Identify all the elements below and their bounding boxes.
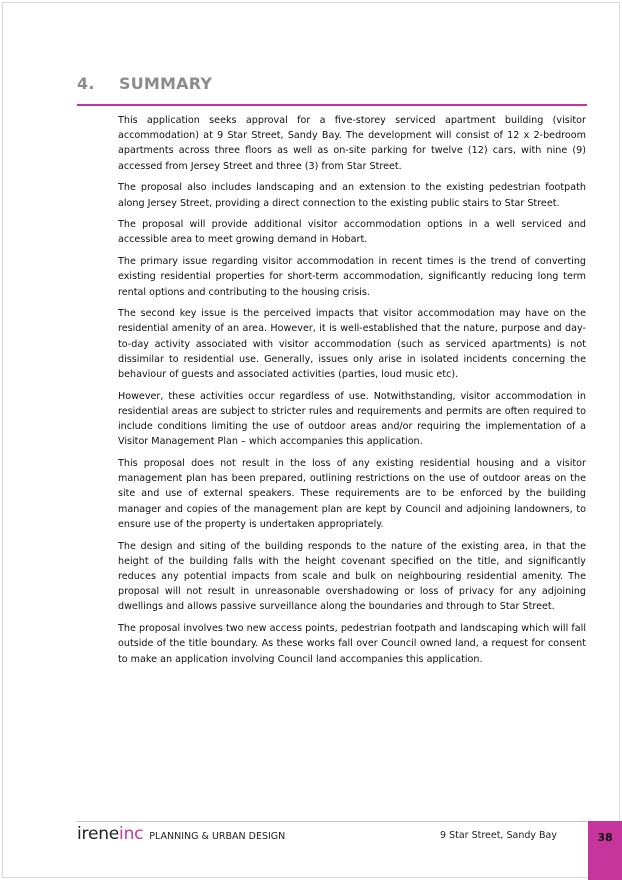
paragraph: The proposal also includes landscaping and an extension to the existing pedestrian footpath along Jersey Street, providing a direct connection to the existing public stairs to Star Street. [118, 182, 586, 209]
paragraph: The proposal will provide additional visitor accommodation options in a well serviced and accessible area to meet growing demand in Hobart. [118, 219, 586, 246]
page-number: 38 [597, 831, 613, 844]
footer-logo [77, 824, 285, 846]
footer-tagline: PLANNING & URBAN DESIGN [149, 831, 286, 842]
section-heading [77, 74, 587, 93]
logo-inc: inc [119, 824, 144, 844]
paragraph: However, these activities occur regardless of use. Notwithstanding, visitor accommodation in residential areas are subject to stricter rules and requirements and permits are often required to include conditions limiting the use of outdoor areas and/or requiring the implementation of a Visitor Management Plan – which accompanies this application. [118, 390, 586, 448]
footer-divider [77, 821, 587, 822]
paragraph: The second key issue is the perceived impacts that visitor accommodation may have on the residential amenity of an area. However, it is well-established that the nature, purpose and day-to-day activity associated with visitor accommodation (such as serviced apartments) is not dissimilar to residential use. Generally, issues only arise in isolated incidents concerning the behaviour of guests and associated activities (parties, loud music etc). [118, 308, 586, 381]
summary-body [118, 113, 586, 673]
footer-address: 9 Star Street, Sandy Bay [440, 830, 557, 841]
company-logo [77, 824, 143, 844]
paragraph: This proposal does not result in the loss of any existing residential housing and a visitor management plan has been prepared, outlining restrictions on the use of outdoor areas on the site and use of external speakers. These requirements are to be enforced by the building manager and copies of the management plan are kept by Council and adjoining landowners, to ensure use of the property is undertaken appropriately. [118, 458, 586, 530]
section-number: 4. [77, 74, 95, 93]
heading-divider [77, 104, 587, 106]
paragraph: The primary issue regarding visitor accommodation in recent times is the trend of converting existing residential properties for short-term accommodation, significantly reducing long term rental options and contributing to the housing crisis. [118, 256, 586, 298]
page-number-badge [588, 821, 622, 880]
logo-irene: irene [77, 824, 120, 844]
paragraph: The design and siting of the building responds to the nature of the existing area, in that the height of the building falls with the height covenant specified on the title, and significantly reduces any potential impacts from scale and bulk on neighbouring residential amenity. The proposal will not result in unreasonable overshadowing or loss of privacy for any adjoining dwellings and allows passive surveillance along the boundaries and through to Star Street. [118, 540, 586, 613]
section-title: SUMMARY [119, 74, 213, 93]
paragraph: The proposal involves two new access points, pedestrian footpath and landscaping which will fall outside of the title boundary. As these works fall over Council owned land, a request for consent to make an application involving Council land accompanies this application. [118, 623, 586, 665]
paragraph: This application seeks approval for a five-storey serviced apartment building (visitor accommodation) at 9 Star Street, Sandy Bay. The development will consist of 12 x 2-bedroom apartments across three floors as well as on-site parking for twelve (12) cars, with nine (9) accessed from Jersey Street and three (3) from Star Street. [118, 115, 586, 172]
